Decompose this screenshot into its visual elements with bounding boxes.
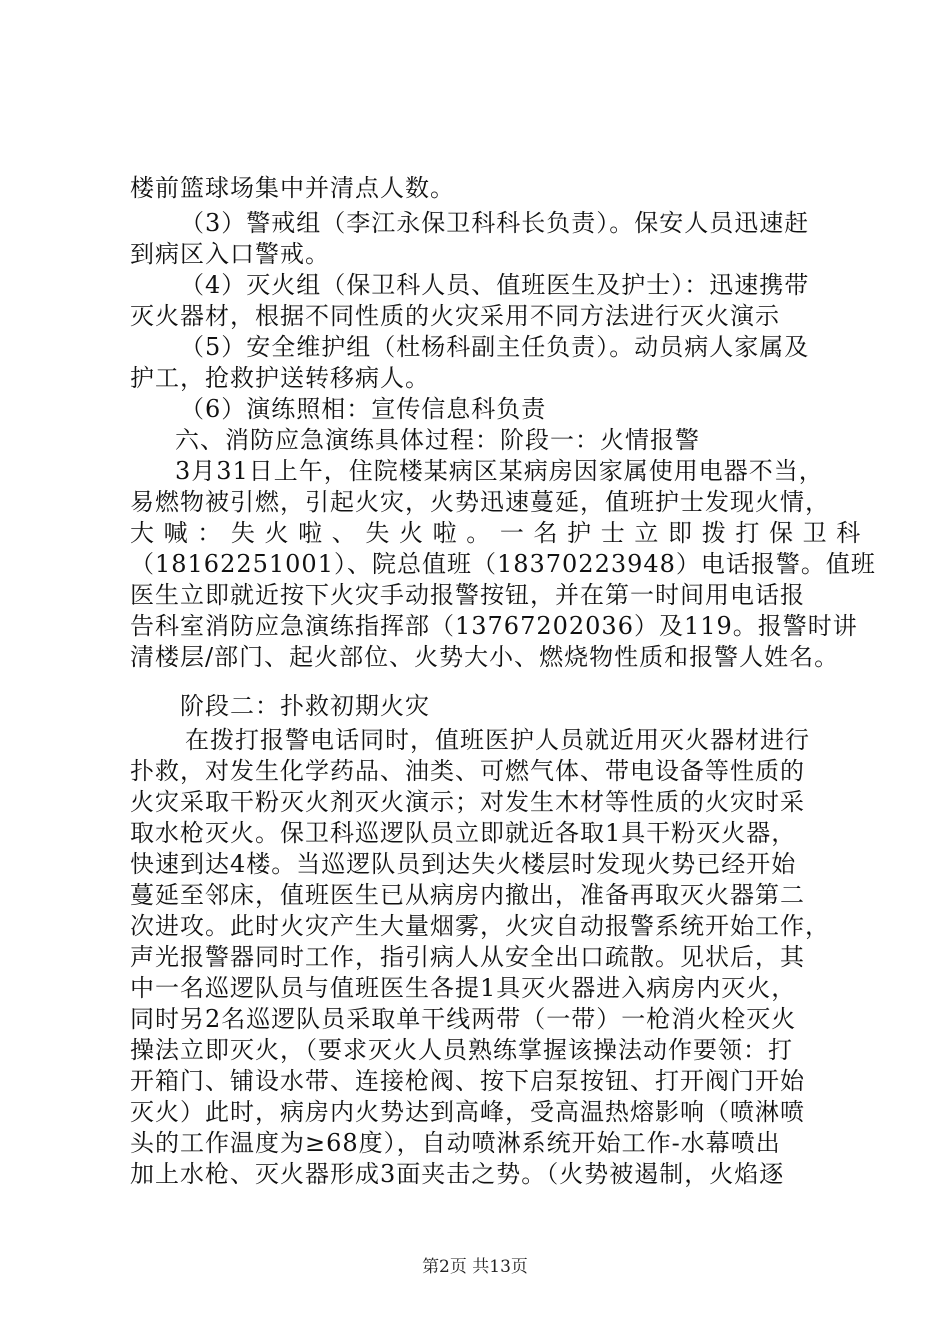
text-line: 声光报警器同时工作，指引病人从安全出口疏散。见状后，其: [130, 943, 805, 971]
text-line: 告科室消防应急演练指挥部（13767202036）及119。报警时讲: [130, 612, 858, 640]
text-line: 蔓延至邻床，值班医生已从病房内撤出，准备再取灭火器第二: [130, 881, 805, 909]
text-line: 同时另2名巡逻队员采取单干线两带（一带）一枪消火栓灭火: [130, 1005, 797, 1033]
text-line: 3月31日上午，住院楼某病区某病房因家属使用电器不当，: [175, 457, 824, 485]
section-heading: 阶段二：扑救初期火灾: [180, 692, 430, 720]
text-line: 头的工作温度为≥68度），自动喷淋系统开始工作-水幕喷出: [130, 1129, 781, 1157]
text-line: 医生立即就近按下火灾手动报警按钮，并在第一时间用电话报: [130, 581, 805, 609]
text-line: 护工，抢救护送转移病人。: [130, 364, 430, 392]
text-line: （3）警戒组（李江永保卫科科长负责）。保安人员迅速赶: [180, 209, 810, 237]
text-line: 次进攻。此时火灾产生大量烟雾，火灾自动报警系统开始工作，: [130, 912, 830, 940]
text-line: 清楼层/部门、起火部位、火势大小、燃烧物性质和报警人姓名。: [130, 643, 840, 671]
text-line: （6）演练照相：宣传信息科负责: [180, 395, 547, 423]
text-line: 开箱门、铺设水带、连接枪阀、按下启泵按钮、打开阀门开始: [130, 1067, 805, 1095]
text-line: 灭火）此时，病房内火势达到高峰，受高温热熔影响（喷淋喷: [130, 1098, 805, 1126]
text-line: 楼前篮球场集中并清点人数。: [130, 174, 455, 202]
text-line: 操法立即灭火，（要求灭火人员熟练掌握该操法动作要领：打: [130, 1036, 793, 1064]
text-line: 大 喊 ： 失 火 啦 、 失 火 啦 。 一 名 护 士 立 即 拨 打 保 卫 科: [130, 519, 862, 547]
text-line: 取水枪灭火。保卫科巡逻队员立即就近各取1具干粉灭火器，: [130, 819, 797, 847]
text-line: （4）灭火组（保卫科人员、值班医生及护士）：迅速携带: [180, 271, 810, 299]
section-heading: 六、消防应急演练具体过程：阶段一：火情报警: [175, 426, 700, 454]
text-line: （5）安全维护组（杜杨科副主任负责）。动员病人家属及: [180, 333, 810, 361]
text-line: （18162251001）、院总值班（18370223948）电话报警。值班: [130, 550, 876, 578]
text-line: 灭火器材，根据不同性质的火灾采用不同方法进行灭火演示: [130, 302, 780, 330]
text-line: 扑救，对发生化学药品、油类、可燃气体、带电设备等性质的: [130, 757, 805, 785]
text-line: 中一名巡逻队员与值班医生各提1具灭火器进入病房内灭火，: [130, 974, 797, 1002]
text-line: 易燃物被引燃，引起火灾，火势迅速蔓延，值班护士发现火情，: [130, 488, 830, 516]
text-line: 到病区入口警戒。: [130, 240, 330, 268]
page-footer: 第2页 共13页: [422, 1257, 528, 1277]
text-line: 火灾采取干粉灭火剂灭火演示；对发生木材等性质的火灾时采: [130, 788, 805, 816]
text-line: 在拨打报警电话同时，值班医护人员就近用灭火器材进行: [185, 726, 810, 754]
text-line: 快速到达4楼。当巡逻队员到达失火楼层时发现火势已经开始: [130, 850, 797, 878]
text-line: 加上水枪、灭火器形成3面夹击之势。（火势被遏制，火焰逐: [130, 1160, 785, 1188]
